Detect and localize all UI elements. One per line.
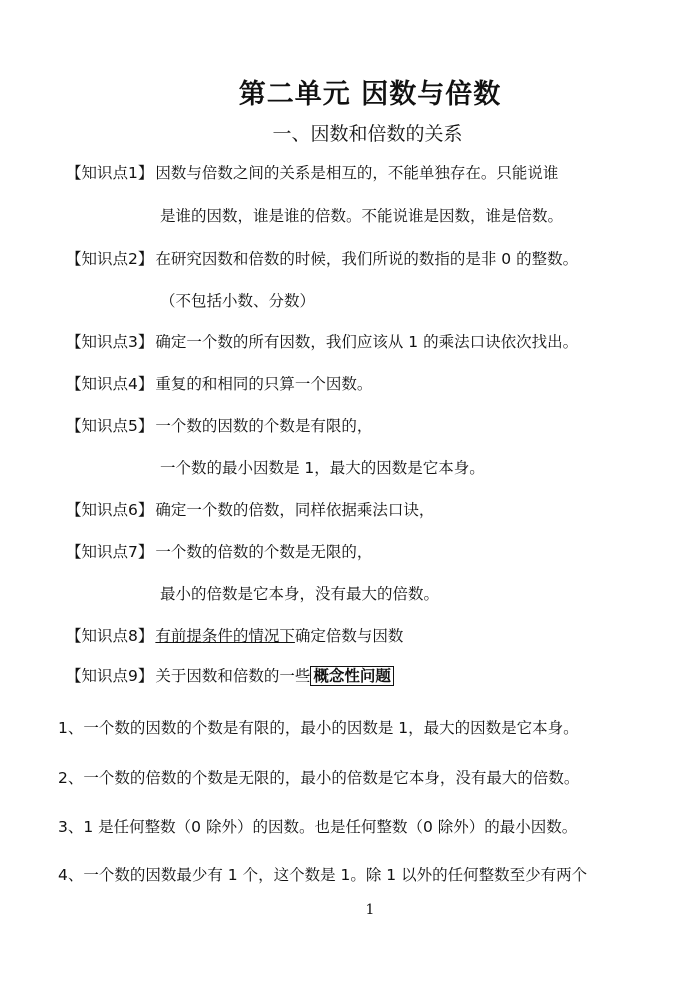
knowledge-point-9 xyxy=(66,664,394,686)
knowledge-point-1-continued: 是谁的因数，谁是谁的倍数。不能说谁是因数，谁是倍数。 xyxy=(160,207,564,225)
knowledge-point-text: 一个数的倍数的个数是无限的， xyxy=(155,543,373,561)
numbered-item-3: 3、1 是任何整数（0 除外）的因数。也是任何整数（0 除外）的最小因数。 xyxy=(58,818,578,836)
numbered-item-2: 2、一个数的倍数的个数是无限的，最小的倍数是它本身，没有最大的倍数。 xyxy=(58,769,580,787)
knowledge-point-tag: 【知识点8】 xyxy=(66,627,154,645)
page-title: 第二单元 因数与倍数 xyxy=(238,79,502,110)
knowledge-point-2 xyxy=(66,247,578,269)
knowledge-point-text: 重复的和相同的只算一个因数。 xyxy=(155,375,373,393)
knowledge-point-text: 确定一个数的倍数，同样依据乘法口诀， xyxy=(155,501,435,519)
knowledge-point-tag: 【知识点6】 xyxy=(66,501,154,519)
knowledge-point-7 xyxy=(66,540,372,562)
section-subtitle: 一、因数和倍数的关系 xyxy=(272,123,463,145)
knowledge-point-text: 在研究因数和倍数的时候，我们所说的数指的是非 0 的整数。 xyxy=(155,250,579,268)
page-number: 1 xyxy=(365,902,375,918)
knowledge-point-5-continued: 一个数的最小因数是 1，最大的因数是它本身。 xyxy=(160,459,485,477)
knowledge-point-text: 因数与倍数之间的关系是相互的，不能单独存在。只能说谁 xyxy=(155,164,559,182)
knowledge-point-3 xyxy=(66,330,578,352)
knowledge-point-8 xyxy=(66,624,403,646)
knowledge-point-tag: 【知识点2】 xyxy=(66,250,154,268)
knowledge-point-tag: 【知识点5】 xyxy=(66,417,154,435)
knowledge-point-tag: 【知识点7】 xyxy=(66,543,154,561)
knowledge-point-tag: 【知识点1】 xyxy=(66,164,154,182)
knowledge-point-tag: 【知识点3】 xyxy=(66,333,154,351)
knowledge-point-text: 关于因数和倍数的一些 xyxy=(155,667,311,685)
numbered-item-1: 1、一个数的因数的个数是有限的，最小的因数是 1，最大的因数是它本身。 xyxy=(58,719,579,737)
knowledge-point-tag: 【知识点4】 xyxy=(66,375,154,393)
numbered-item-4: 4、一个数的因数最少有 1 个，这个数是 1。除 1 以外的任何整数至少有两个 xyxy=(58,866,588,884)
knowledge-point-text: 一个数的因数的个数是有限的， xyxy=(155,417,373,435)
knowledge-point-text: 确定一个数的所有因数，我们应该从 1 的乘法口诀依次找出。 xyxy=(155,333,579,351)
knowledge-point-text: 确定倍数与因数 xyxy=(294,627,404,645)
boxed-text: 概念性问题 xyxy=(310,666,394,686)
knowledge-point-tag: 【知识点9】 xyxy=(66,667,154,685)
knowledge-point-4 xyxy=(66,372,372,394)
knowledge-point-2-continued: （不包括小数、分数） xyxy=(160,292,316,310)
knowledge-point-5 xyxy=(66,414,372,436)
knowledge-point-7-continued: 最小的倍数是它本身，没有最大的倍数。 xyxy=(160,585,440,603)
underlined-text: 有前提条件的情况下 xyxy=(155,627,295,645)
knowledge-point-6 xyxy=(66,498,434,520)
knowledge-point-1 xyxy=(66,161,558,183)
